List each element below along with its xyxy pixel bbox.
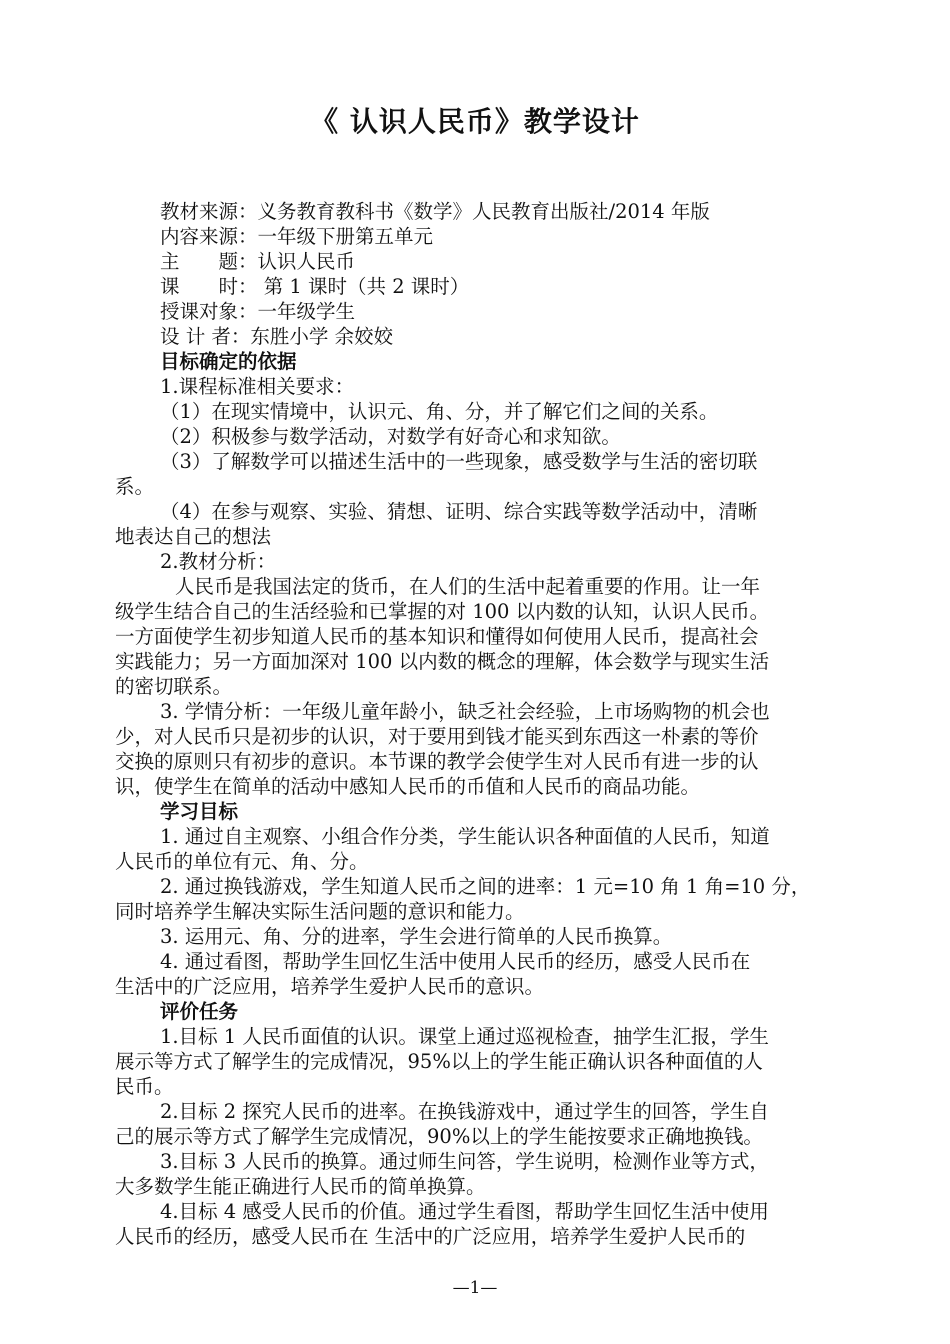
text-line: 1. 通过自主观察、小组合作分类，学生能认识各种面值的人民币，知道 xyxy=(160,825,770,848)
text-line: 展示等方式了解学生的完成情况，95%以上的学生能正确认识各种面值的人 xyxy=(115,1050,763,1073)
text-line: 3. 学情分析：一年级儿童年龄小，缺乏社会经验，上市场购物的机会也 xyxy=(160,700,770,723)
section-heading: 学习目标 xyxy=(160,800,239,823)
text-line: （2）积极参与数学活动，对数学有好奇心和求知欲。 xyxy=(160,425,621,448)
text-line: 内容来源：一年级下册第五单元 xyxy=(160,225,434,248)
text-line: 课 时： 第 1 课时（共 2 课时） xyxy=(160,275,470,298)
text-line: 级学生结合自己的生活经验和已掌握的对 100 以内数的认知，认识人民币。 xyxy=(115,600,770,623)
text-line: 己的展示等方式了解学生完成情况，90%以上的学生能按要求正确地换钱。 xyxy=(115,1125,763,1148)
text-line: 4.目标 4 感受人民币的价值。通过学生看图，帮助学生回忆生活中使用 xyxy=(160,1200,769,1223)
text-line: 1.课程标准相关要求： xyxy=(160,375,355,398)
text-line: 大多数学生能正确进行人民币的简单换算。 xyxy=(115,1175,486,1198)
text-line: 2.教材分析： xyxy=(160,550,277,573)
text-line: 实践能力；另一方面加深对 100 以内数的概念的理解，体会数学与现实生活 xyxy=(115,650,770,673)
text-line: 4. 通过看图，帮助学生回忆生活中使用人民币的经历，感受人民币在 xyxy=(160,950,751,973)
text-line: 2. 通过换钱游戏，学生知道人民币之间的进率：1 元=10 角 1 角=10 分， xyxy=(160,875,811,898)
text-line: 同时培养学生解决实际生活问题的意识和能力。 xyxy=(115,900,525,923)
text-line: 1.目标 1 人民币面值的认识。课堂上通过巡视检查，抽学生汇报，学生 xyxy=(160,1025,769,1048)
text-line: 3. 运用元、角、分的进率，学生会进行简单的人民币换算。 xyxy=(160,925,673,948)
text-line: 授课对象：一年级学生 xyxy=(160,300,356,323)
text-line: 交换的原则只有初步的意识。本节课的教学会使学生对人民币有进一步的认 xyxy=(115,750,759,773)
text-line: 的密切联系。 xyxy=(115,675,233,698)
document-title: 《 认识人民币》教学设计 xyxy=(310,105,640,138)
text-line: 人民币的单位有元、角、分。 xyxy=(115,850,369,873)
text-line: 人民币的经历，感受人民币在 生活中的广泛应用，培养学生爱护人民币的 xyxy=(115,1225,746,1248)
section-heading: 评价任务 xyxy=(160,1000,239,1023)
text-line: 少，对人民币只是初步的认识，对于要用到钱才能买到东西这一朴素的等价 xyxy=(115,725,759,748)
text-line: 系。 xyxy=(115,475,155,498)
text-line: 教材来源：义务教育教科书《数学》人民教育出版社/2014 年版 xyxy=(160,200,710,223)
text-line: 设 计 者：东胜小学 余姣姣 xyxy=(160,325,394,348)
text-line: 主 题：认识人民币 xyxy=(160,250,356,273)
text-line: （3）了解数学可以描述生活中的一些现象，感受数学与生活的密切联 xyxy=(160,450,758,473)
text-line: 3.目标 3 人民币的换算。通过师生问答，学生说明，检测作业等方式， xyxy=(160,1150,769,1173)
text-line: 人民币是我国法定的货币，在人们的生活中起着重要的作用。让一年 xyxy=(175,575,761,598)
text-line: 地表达自己的想法 xyxy=(115,525,272,548)
text-line: （1）在现实情境中，认识元、角、分，并了解它们之间的关系。 xyxy=(160,400,719,423)
section-heading: 目标确定的依据 xyxy=(160,350,297,373)
text-line: 2.目标 2 探究人民币的进率。在换钱游戏中，通过学生的回答，学生自 xyxy=(160,1100,769,1123)
text-line: 生活中的广泛应用，培养学生爱护人民币的意识。 xyxy=(115,975,545,998)
text-line: 识，使学生在简单的活动中感知人民币的币值和人民币的商品功能。 xyxy=(115,775,701,798)
page-number: —1— xyxy=(452,1278,498,1298)
text-line: （4）在参与观察、实验、猜想、证明、综合实践等数学活动中，清晰 xyxy=(160,500,758,523)
text-line: 民币。 xyxy=(115,1075,174,1098)
text-line: 一方面使学生初步知道人民币的基本知识和懂得如何使用人民币，提高社会 xyxy=(115,625,759,648)
